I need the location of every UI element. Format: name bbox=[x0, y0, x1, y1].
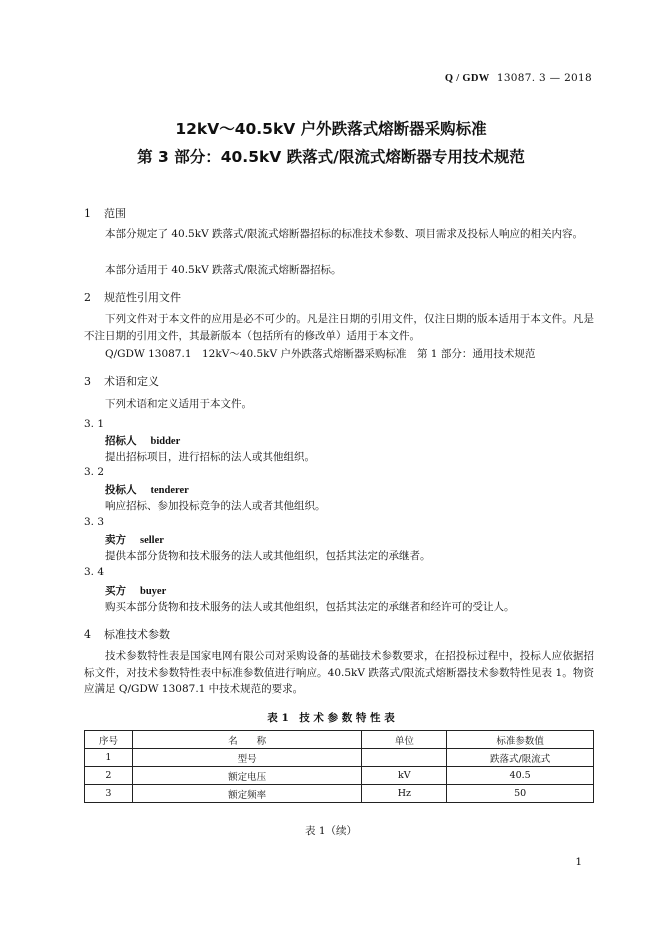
column-header: 单位 bbox=[362, 731, 447, 749]
table-cell: kV bbox=[362, 767, 447, 785]
paragraph: 下列文件对于本文件的应用是必不可少的。凡是注日期的引用文件，仅注日期的版本适用于本文件。凡是不注日期的引用文件，其最新版本（包括所有的修改单）适用于本文件。 bbox=[84, 313, 594, 342]
paragraph: 下列术语和定义适用于本文件。 bbox=[105, 398, 252, 410]
section-heading-parameters: 4 标准技术参数 bbox=[84, 628, 170, 641]
term-definition: 响应招标、参加投标竞争的法人或者其他组织。 bbox=[105, 500, 326, 512]
page-number: 1 bbox=[575, 856, 582, 868]
term-number: 3. 3 bbox=[84, 516, 105, 528]
column-header: 标准参数值 bbox=[447, 731, 594, 749]
standard-code: Q / GDW 13087. 3 — 2018 bbox=[444, 72, 592, 84]
table-cell: 额定电压 bbox=[132, 767, 362, 785]
table-cell: 2 bbox=[85, 767, 133, 785]
table-cell: Hz bbox=[362, 785, 447, 803]
term-definition: 提出招标项目，进行招标的法人或其他组织。 bbox=[105, 451, 315, 463]
term-number: 3. 1 bbox=[84, 418, 105, 430]
term-number: 3. 4 bbox=[84, 566, 105, 578]
paragraph: 本部分规定了 40.5kV 跌落式/限流式熔断器招标的标准技术参数、项目需求及投标人响应的相关内容。 bbox=[105, 228, 584, 240]
table-cell: 3 bbox=[85, 785, 133, 803]
paragraph: 本部分适用于 40.5kV 跌落式/限流式熔断器招标。 bbox=[105, 264, 342, 276]
table-row bbox=[85, 767, 594, 785]
parameter-table bbox=[84, 730, 594, 803]
table-row bbox=[85, 749, 594, 767]
column-header: 名 称 bbox=[132, 731, 362, 749]
table-row bbox=[85, 785, 594, 803]
document-subtitle: 第 3 部分：40.5kV 跌落式/限流式熔断器专用技术规范 bbox=[137, 148, 525, 166]
section-heading-references: 2 规范性引用文件 bbox=[84, 291, 181, 304]
table-cell: 额定频率 bbox=[132, 785, 362, 803]
term-definition: 购买本部分货物和技术服务的法人或其他组织，包括其法定的承继者和经许可的受让人。 bbox=[105, 601, 515, 613]
term-name: 投标人 tenderer bbox=[105, 484, 189, 496]
term-name: 招标人 bidder bbox=[105, 435, 181, 447]
paragraph: 技术参数特性表是国家电网有限公司对采购设备的基础技术参数要求，在招投标过程中，投标人应依据招标文件，对技术参数特性表中标准参数值进行响应。40.5kV 跌落式/限流式熔断器技术参数特性见表 1。物资应满足 Q/GDW 13087.1 中技术规范的要求。 bbox=[84, 650, 594, 695]
term-name: 买方 buyer bbox=[105, 585, 167, 597]
section-heading-scope: 1 范围 bbox=[84, 207, 126, 220]
table-header-row bbox=[85, 731, 594, 749]
reference-entry: Q/GDW 13087.1 12kV～40.5kV 户外跌落式熔断器采购标准 第 1 部分：通用技术规范 bbox=[105, 348, 536, 360]
table-cell: 40.5 bbox=[447, 767, 594, 785]
section-heading-terms: 3 术语和定义 bbox=[84, 375, 159, 388]
table-cell: 跌落式/限流式 bbox=[447, 749, 594, 767]
table-cell: 1 bbox=[85, 749, 133, 767]
table-cell bbox=[362, 749, 447, 767]
term-name: 卖方 seller bbox=[105, 534, 164, 546]
term-definition: 提供本部分货物和技术服务的法人或其他组织，包括其法定的承继者。 bbox=[105, 550, 431, 562]
document-title: 12kV～40.5kV 户外跌落式熔断器采购标准 bbox=[175, 120, 487, 138]
table-caption: 表 1 技 术 参 数 特 性 表 bbox=[267, 712, 395, 724]
column-header: 序号 bbox=[85, 731, 133, 749]
term-number: 3. 2 bbox=[84, 466, 105, 478]
table-continued-label: 表 1（续） bbox=[304, 825, 358, 837]
table-cell: 50 bbox=[447, 785, 594, 803]
table-cell: 型号 bbox=[132, 749, 362, 767]
